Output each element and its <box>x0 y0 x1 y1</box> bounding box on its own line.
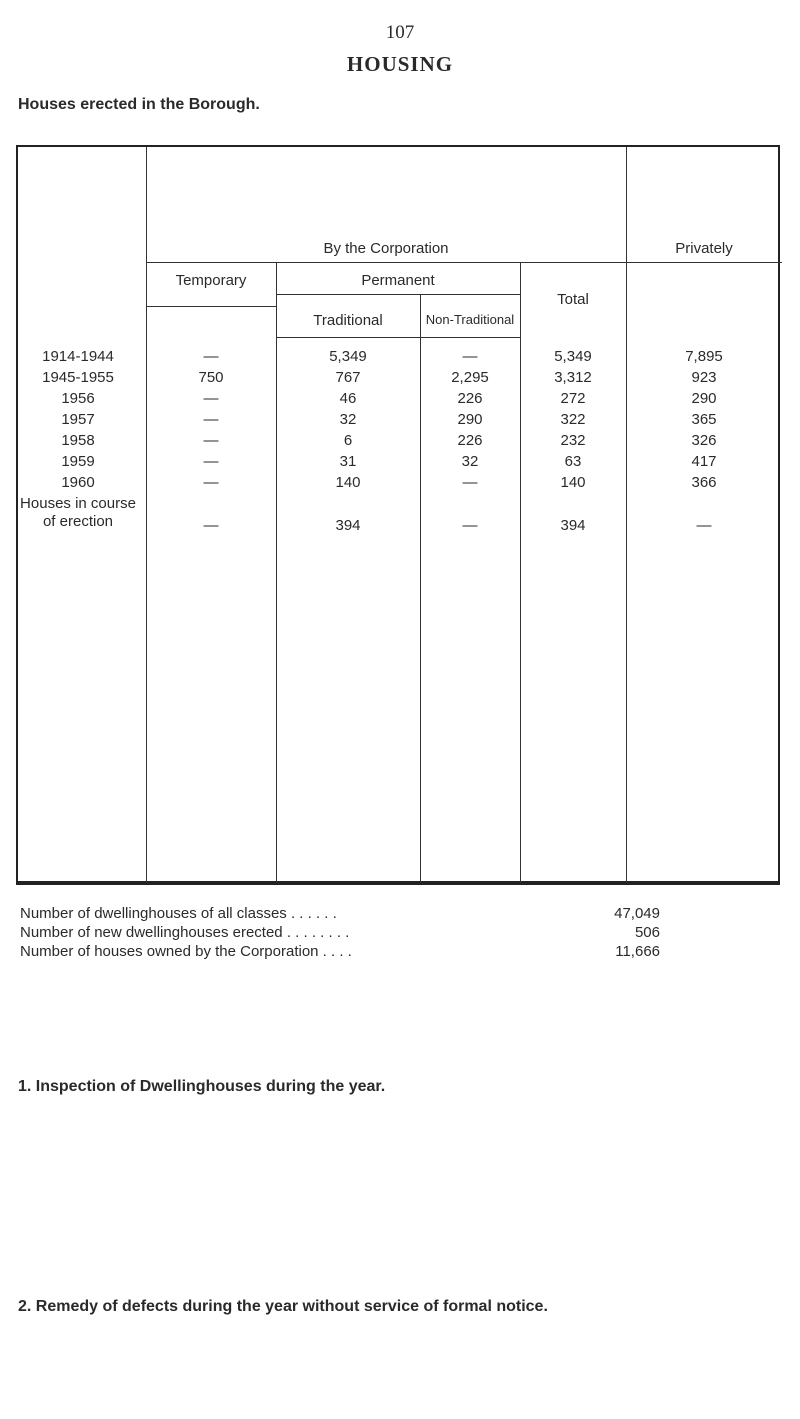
stat-value: 47,049 <box>614 905 660 922</box>
table-cell: 417 <box>691 453 717 470</box>
row-label: Houses in course of erection <box>20 495 136 530</box>
table-cell: 7,895 <box>685 348 723 365</box>
table-cell: 31 <box>339 453 357 470</box>
header-temporary: Temporary <box>175 272 247 289</box>
header-corporation: By the Corporation <box>323 240 449 257</box>
table-cell: 322 <box>560 411 586 428</box>
stat-label: Number of dwellinghouses of all classes . . . . . . <box>20 905 337 922</box>
stat-label: Number of houses owned by the Corporation . . . . <box>20 943 352 960</box>
table-cell: — <box>203 517 219 534</box>
table-cell: 32 <box>339 411 357 428</box>
table-caption: Houses erected in the Borough. <box>18 96 260 113</box>
table-cell: 46 <box>339 390 357 407</box>
row-label: 1914-1944 <box>42 348 114 365</box>
table-cell: 140 <box>560 474 586 491</box>
table-cell: 365 <box>691 411 717 428</box>
table-cell: 272 <box>560 390 586 407</box>
table-cell: — <box>462 517 478 534</box>
table-cell: 326 <box>691 432 717 449</box>
table-cell: — <box>203 432 219 449</box>
table-cell: 226 <box>457 432 483 449</box>
table-cell: 226 <box>457 390 483 407</box>
table-divider <box>146 306 276 307</box>
header-total: Total <box>557 291 589 308</box>
header-privately: Privately <box>675 240 733 257</box>
table-cell: 767 <box>335 369 361 386</box>
table-cell: — <box>203 474 219 491</box>
row-label: 1958 <box>61 432 95 449</box>
table-cell: 63 <box>564 453 582 470</box>
row-label: 1957 <box>61 411 95 428</box>
table-cell: 290 <box>691 390 717 407</box>
table-cell: 140 <box>335 474 361 491</box>
table-cell: 32 <box>461 453 479 470</box>
table-cell: — <box>462 474 478 491</box>
row-label: 1960 <box>61 474 95 491</box>
header-traditional: Traditional <box>313 312 383 329</box>
stat-value: 506 <box>634 924 660 941</box>
table-cell: — <box>203 411 219 428</box>
section2-heading: 2. Remedy of defects during the year without service of formal notice. <box>18 1298 548 1315</box>
table-cell: 394 <box>335 517 361 534</box>
stat-label: Number of new dwellinghouses erected . . . . . . . . <box>20 924 350 941</box>
stat-value: 11,666 <box>615 943 660 960</box>
table-cell: — <box>203 390 219 407</box>
table-cell: 6 <box>343 432 353 449</box>
table-cell: — <box>462 348 478 365</box>
section1-heading: 1. Inspection of Dwellinghouses during the year. <box>18 1078 386 1095</box>
table-divider <box>276 294 520 295</box>
header-non-traditional: Non-Traditional <box>425 312 515 327</box>
header-permanent: Permanent <box>361 272 435 289</box>
table-cell: 923 <box>691 369 717 386</box>
row-label: 1956 <box>61 390 95 407</box>
table-cell: 366 <box>691 474 717 491</box>
table-cell: — <box>696 517 712 534</box>
table-cell: 232 <box>560 432 586 449</box>
table-divider <box>146 262 782 263</box>
row-label: 1945-1955 <box>42 369 114 386</box>
table-cell: — <box>203 348 219 365</box>
table-cell: — <box>203 453 219 470</box>
row-label: 1959 <box>61 453 95 470</box>
table-divider <box>626 147 627 883</box>
table-cell: 2,295 <box>451 369 489 386</box>
table-cell: 5,349 <box>329 348 367 365</box>
table-cell: 290 <box>457 411 483 428</box>
table-cell: 3,312 <box>554 369 592 386</box>
page-title: HOUSING <box>346 52 454 76</box>
table-divider <box>276 337 520 338</box>
table-cell: 394 <box>560 517 586 534</box>
table-cell: 750 <box>198 369 224 386</box>
page-number: 107 <box>385 22 415 43</box>
table-cell: 5,349 <box>554 348 592 365</box>
table-divider <box>146 147 147 883</box>
